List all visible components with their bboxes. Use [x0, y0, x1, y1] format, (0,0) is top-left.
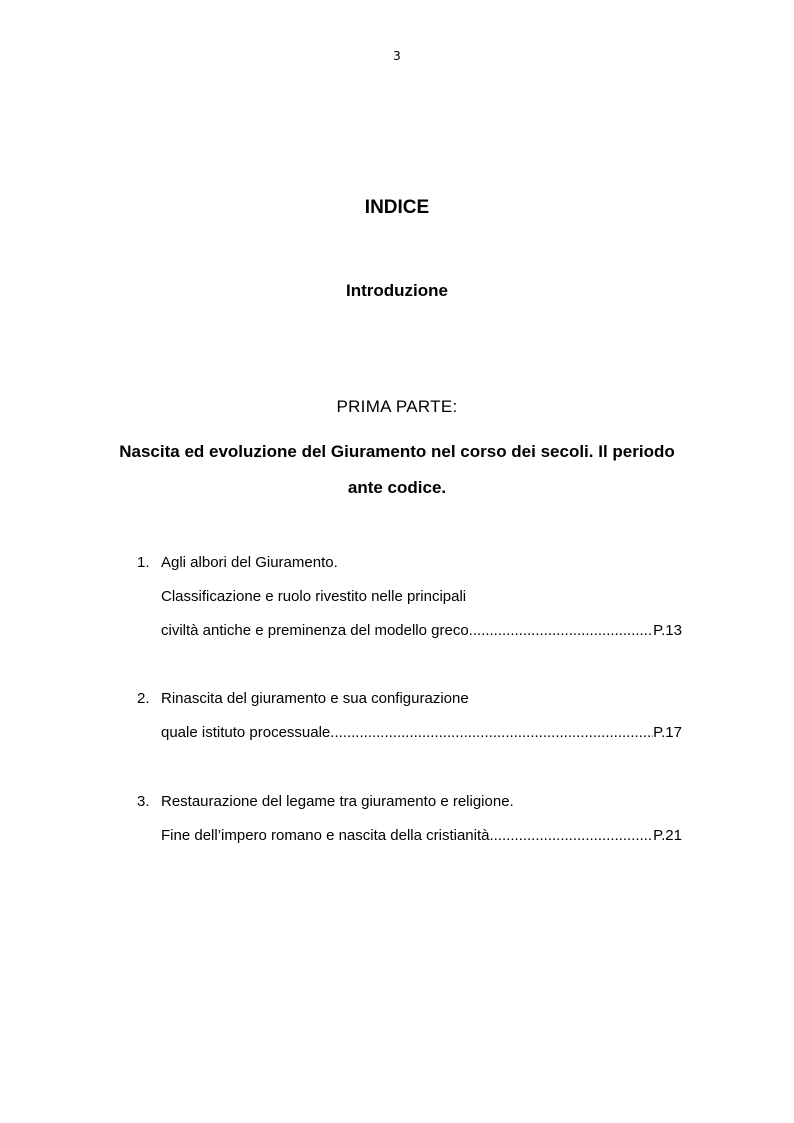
- toc-entry-number: 1.: [137, 554, 150, 571]
- toc-entry-line-with-leader: [161, 716, 682, 750]
- toc-entry[interactable]: [137, 785, 682, 853]
- toc-entry[interactable]: [137, 682, 682, 750]
- toc-entry-line-text: quale istituto processuale: [161, 724, 331, 741]
- toc-entry-line-text: civiltà antiche e preminenza del modello greco: [161, 622, 469, 639]
- part-heading: Nascita ed evoluzione del Giuramento nel corso dei secoli. Il periodo ante codice.: [119, 442, 675, 497]
- dot-leader: [469, 614, 653, 648]
- toc-entry-page: P.13: [653, 622, 682, 639]
- toc-entry-page: P.17: [653, 724, 682, 741]
- page-number: 3: [393, 49, 401, 63]
- toc-entry-line-text: Fine dell’impero romano e nascita della cristianità: [161, 827, 490, 844]
- toc-entry-line: Agli albori del Giuramento.: [161, 554, 338, 571]
- dot-leader: [490, 819, 654, 853]
- part-label: PRIMA PARTE:: [336, 397, 458, 416]
- toc-entry[interactable]: [137, 546, 682, 648]
- toc-entry-page: P.21: [653, 827, 682, 844]
- toc-entry-number: 3.: [137, 793, 150, 810]
- toc-entry-line-with-leader: [161, 614, 682, 648]
- dot-leader: [330, 716, 653, 750]
- index-title: INDICE: [364, 197, 430, 218]
- toc-entry-line: Rinascita del giuramento e sua configurazione: [161, 690, 469, 707]
- toc-entry-line-with-leader: [161, 819, 682, 853]
- toc-entry-number: 2.: [137, 690, 150, 707]
- introduction-title: Introduzione: [346, 281, 448, 300]
- toc-entry-line: Restaurazione del legame tra giuramento e religione.: [161, 793, 514, 810]
- toc-entry-line: Classificazione e ruolo rivestito nelle principali: [161, 588, 467, 605]
